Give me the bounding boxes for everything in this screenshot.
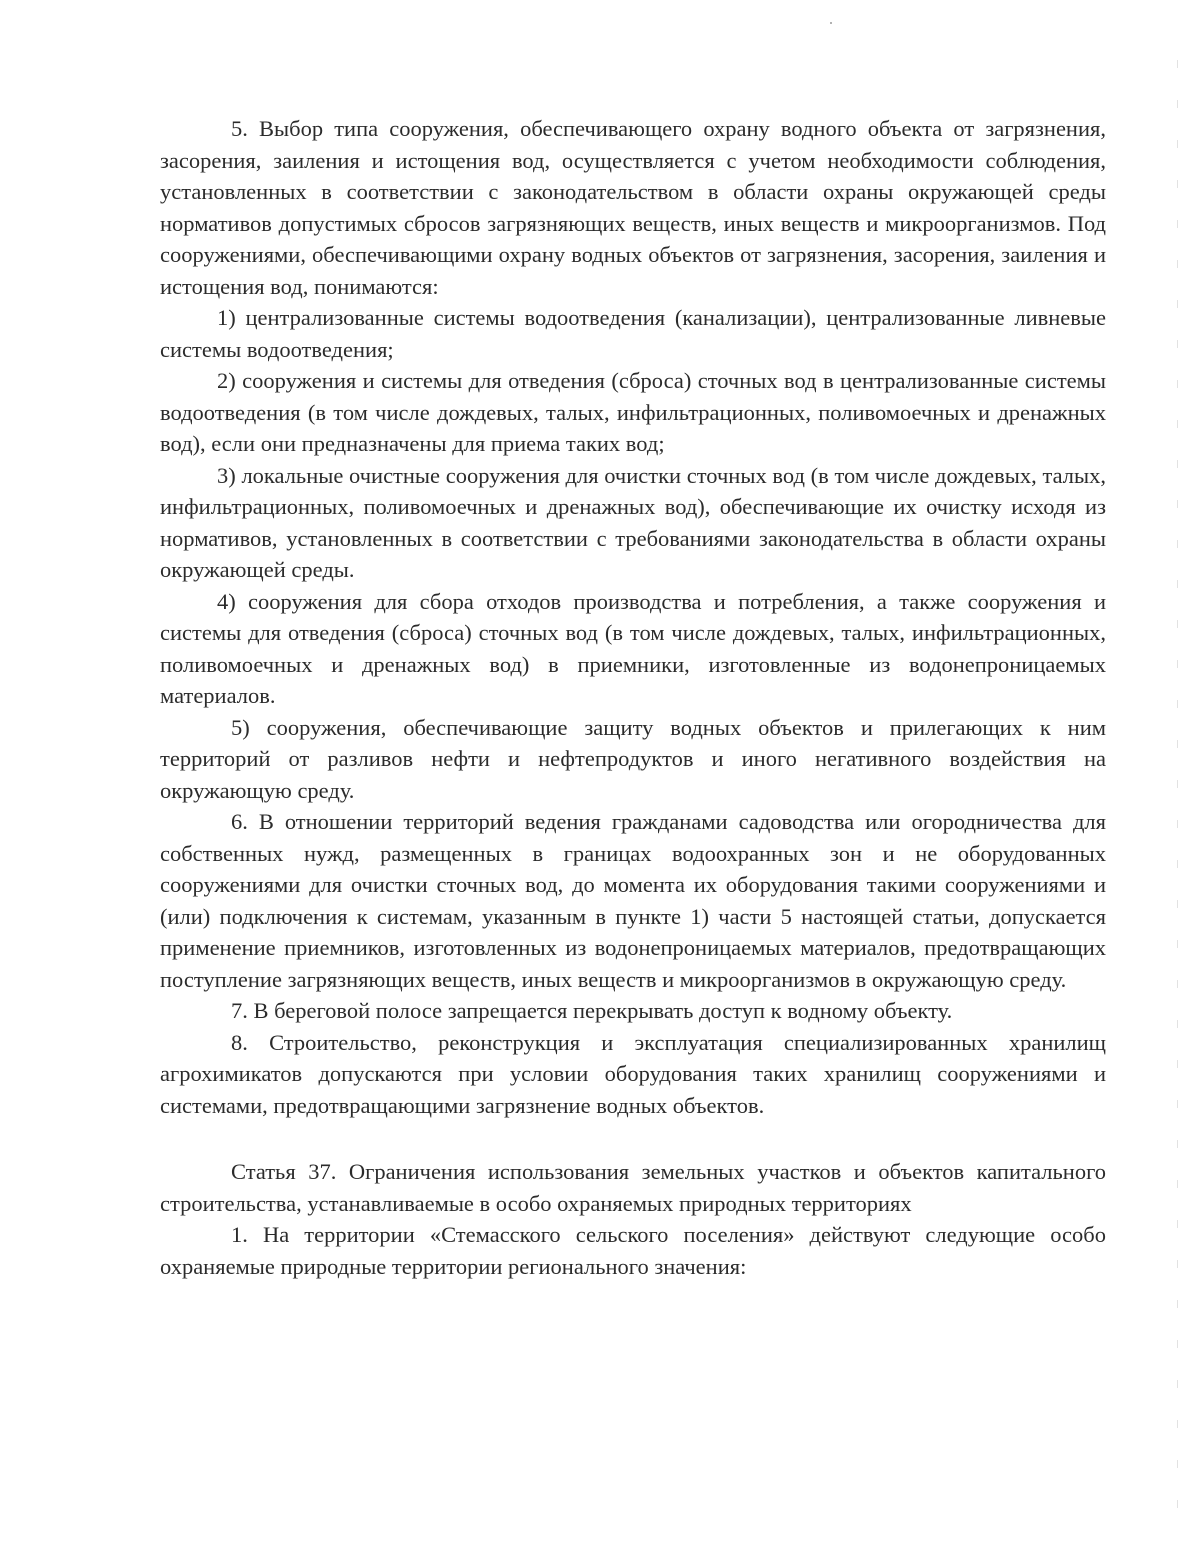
list-item-2: 2) сооружения и системы для отведения (сброса) сточных вод в централизованные системы водоотведения (в том числе дождевых, талых, инфильтрационных, поливомоечных и дренажных вод), если они предназначены для приема таких вод; xyxy=(160,368,1106,456)
section-gap xyxy=(160,1121,1106,1156)
list-item-3: 3) локальные очистные сооружения для очистки сточных вод (в том числе дождевых, талых, инфильтрационных, поливомоечных и дренажных вод), обеспечивающие их очистку исходя из нормативов, установленных в соответствии с требованиями законодательства в области охраны окружающей среды. xyxy=(160,462,1106,582)
paragraph-item-5: 5. Выбор типа сооружения, обеспечивающего охрану водного объекта от загрязнения, засорения, заиления и истощения вод, осуществляется с учетом необходимости соблюдения, установленных в соответствии с законодательством в области охраны окружающей среды нормативов допустимых сбросов загрязняющих веществ, иных веществ и микроорганизмов. Под сооружениями, обеспечивающими охрану водных объектов от загрязнения, засорения, заиления и истощения вод, понимаются: xyxy=(160,116,1106,299)
list-item-4: 4) сооружения для сбора отходов производства и потребления, а также сооружения и системы для отведения (сброса) сточных вод (в том числе дождевых, талых, инфильтрационных, поливомоечных и дренажных вод) в приемники, изготовленные из водонепроницаемых материалов. xyxy=(160,588,1106,708)
paragraph-item-8: 8. Строительство, реконструкция и эксплуатация специализированных хранилищ агрохимикатов допускаются при условии оборудования таких хранилищ сооружениями и системами, предотвращающими загрязнение водных объектов. xyxy=(160,1029,1106,1118)
article-paragraph-1: 1. На территории «Стемасского сельского поселения» действуют следующие особо охраняемые природные территории регионального значения: xyxy=(160,1222,1106,1279)
scan-edge-artifact xyxy=(1177,60,1178,1540)
scan-speck xyxy=(830,22,832,24)
paragraph-item-7: 7. В береговой полосе запрещается перекрывать доступ к водному объекту. xyxy=(231,998,953,1023)
article-heading: Статья 37. Ограничения использования земельных участков и объектов капитального строительства, устанавливаемые в особо охраняемых природных территориях xyxy=(160,1159,1106,1216)
list-item-1: 1) централизованные системы водоотведения (канализации), централизованные ливневые системы водоотведения; xyxy=(160,305,1106,362)
document-body xyxy=(160,113,1106,1282)
list-item-5: 5) сооружения, обеспечивающие защиту водных объектов и прилегающих к ним территорий от разливов нефти и нефтепродуктов и иного негативного воздействия на окружающую среду. xyxy=(160,714,1106,803)
paragraph-item-6: 6. В отношении территорий ведения гражданами садоводства или огородничества для собственных нужд, размещенных в границах водоохранных зон и не оборудованных сооружениями для очистки сточных вод, до момента их оборудования такими сооружениями и (или) подключения к системам, указанным в пункте 1) части 5 настоящей статьи, допускается применение приемников, изготовленных из водонепроницаемых материалов, предотвращающих поступление загрязняющих веществ, иных веществ и микроорганизмов в окружающую среду. xyxy=(160,809,1106,992)
